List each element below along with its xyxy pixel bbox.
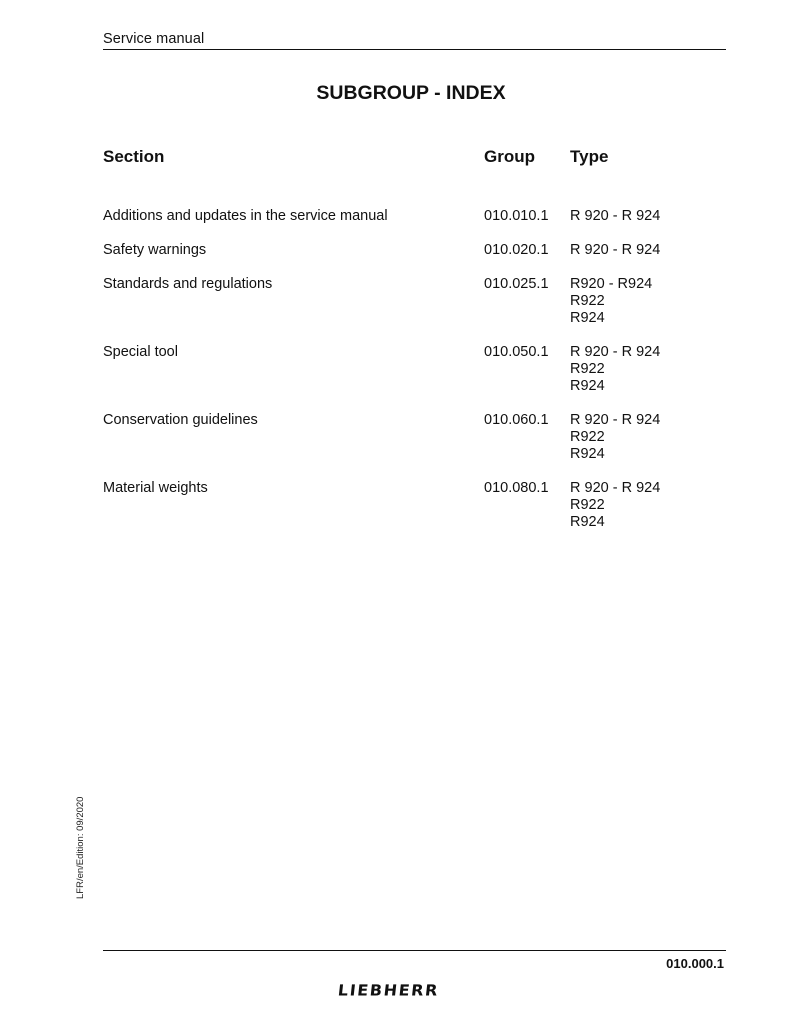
row-group: 010.020.1	[484, 242, 549, 258]
type-line: R 920 - R 924	[570, 412, 661, 428]
row-section: Safety warnings	[103, 242, 207, 258]
type-line: R 920 - R 924	[570, 344, 661, 360]
row-section: Special tool	[103, 344, 178, 360]
row-group: 010.050.1	[484, 344, 549, 360]
type-line: R922	[570, 497, 605, 513]
row-group: 010.025.1	[484, 276, 549, 292]
type-line: R920 - R924	[570, 276, 653, 292]
index-row	[103, 208, 743, 242]
liebherr-logo: LIEBHERR	[337, 981, 441, 1000]
column-header-section: Section	[103, 147, 165, 166]
row-section: Additions and updates in the service manual	[103, 208, 388, 224]
index-row	[103, 344, 743, 412]
row-group: 010.060.1	[484, 412, 549, 428]
edition-note: LFR/en/Edition: 09/2020	[75, 796, 86, 899]
row-type	[570, 480, 660, 531]
type-line: R 920 - R 924	[570, 242, 661, 258]
index-table	[103, 208, 743, 548]
type-line: R922	[570, 361, 605, 377]
type-line: R924	[570, 310, 605, 326]
index-row	[103, 276, 743, 344]
row-section: Material weights	[103, 480, 208, 496]
header-title: Service manual	[103, 31, 205, 47]
column-header-type: Type	[570, 147, 609, 166]
row-group: 010.010.1	[484, 208, 549, 224]
type-line: R 920 - R 924	[570, 480, 661, 496]
index-row	[103, 480, 743, 548]
row-type	[570, 344, 660, 395]
page-number: 010.000.1	[666, 956, 724, 971]
row-type	[570, 412, 660, 463]
header-divider	[103, 49, 726, 50]
row-section: Standards and regulations	[103, 276, 273, 292]
type-line: R924	[570, 378, 605, 394]
index-row	[103, 412, 743, 480]
type-line: R924	[570, 446, 605, 462]
type-line: R922	[570, 429, 605, 445]
footer-divider	[103, 950, 726, 951]
type-line: R924	[570, 514, 605, 530]
row-section: Conservation guidelines	[103, 412, 258, 428]
row-type	[570, 208, 660, 225]
page-title: SUBGROUP - INDEX	[316, 82, 506, 104]
row-type	[570, 276, 652, 327]
type-line: R 920 - R 924	[570, 208, 661, 224]
row-group: 010.080.1	[484, 480, 549, 496]
column-header-group: Group	[484, 147, 535, 166]
type-line: R922	[570, 293, 605, 309]
row-type	[570, 242, 660, 259]
index-row	[103, 242, 743, 276]
